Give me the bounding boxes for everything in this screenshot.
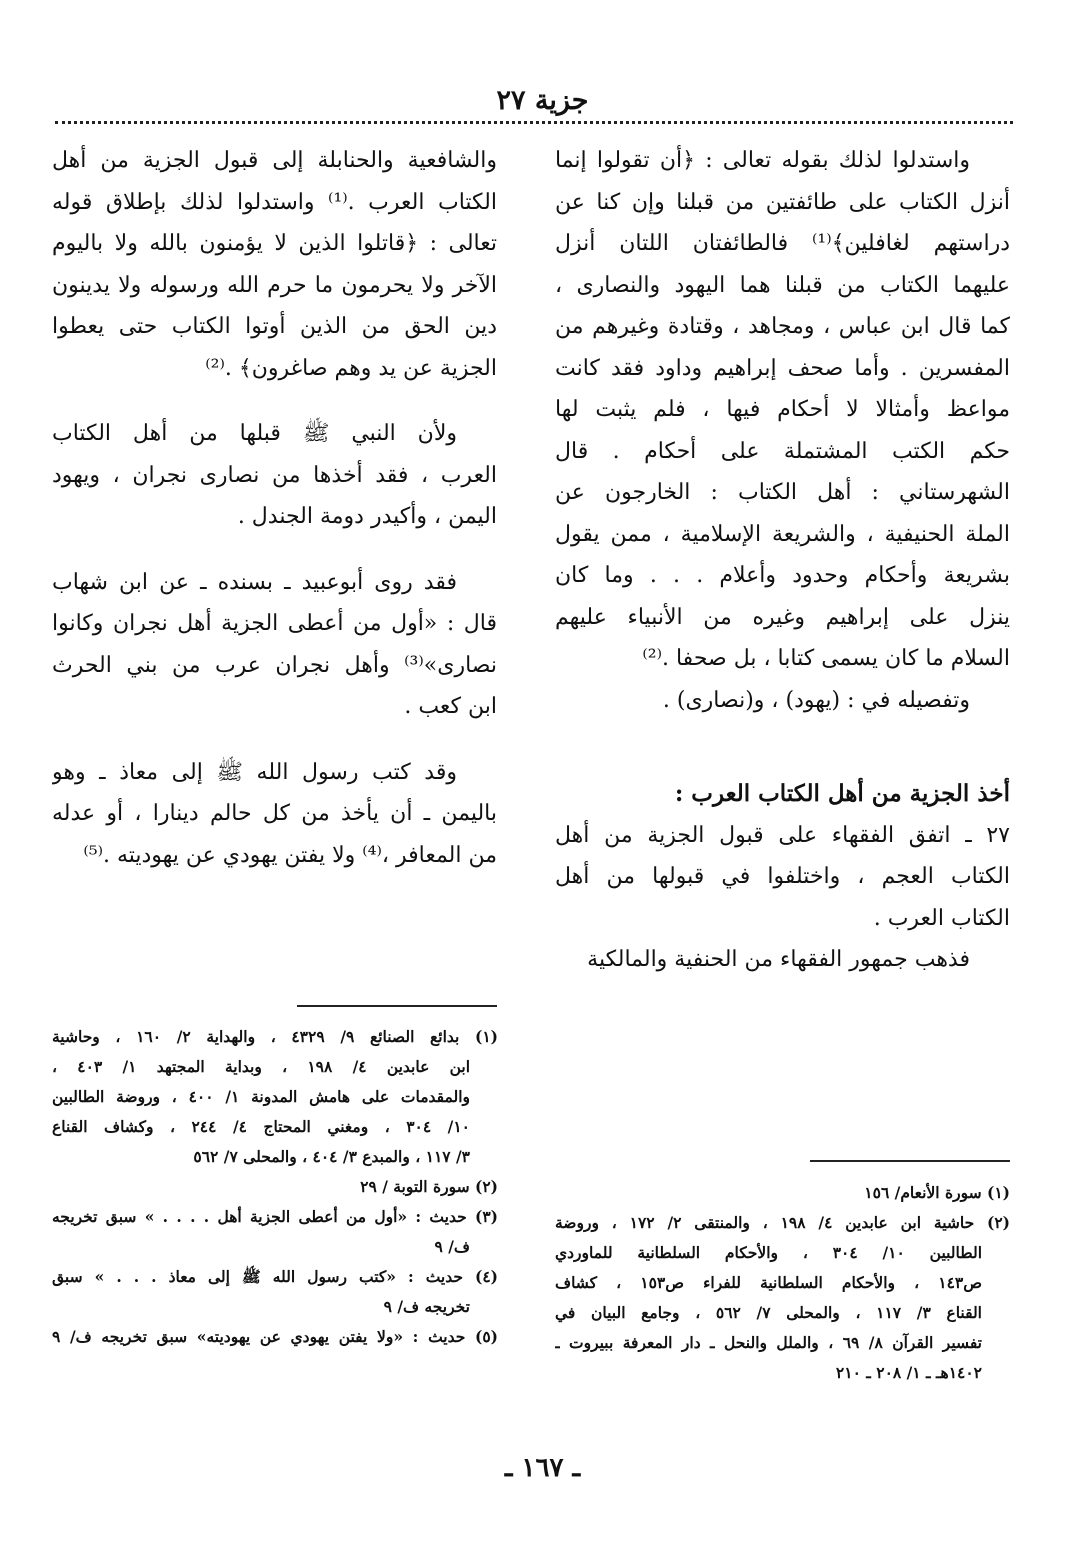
text-line: بشريعة وأحكام وحدود وأعلام . . . وما كان (555, 563, 1010, 588)
text-line: نصارى»⁽³⁾ وأهل نجران عرب من بني الحرث (52, 652, 497, 678)
text-line: الجزية عن يد وهم صاغرون﴾ .⁽²⁾ (205, 355, 497, 381)
running-title: جزية ٢٧ (496, 85, 589, 116)
paragraph (555, 140, 1010, 680)
footnote-line: الطالبين ١٠/ ٣٠٤ ، والأحكام السلطانية للماوردي (555, 1243, 982, 1262)
footnote-rule (810, 1160, 1010, 1162)
footnote-line: (٣) حديث : «أول من أعطى الجزية أهل . . . . » سبق تخريجه (52, 1207, 498, 1226)
text-line: ٢٧ ـ اتفق الفقهاء على قبول الجزية من أهل (555, 822, 1010, 848)
footnote-line: (٤) حديث : «كتب رسول الله ﷺ إلى معاذ . . . » سبق (52, 1267, 498, 1286)
text-line: تعالى : ﴿قاتلوا الذين لا يؤمنون بالله ولا باليوم (52, 231, 497, 256)
text-line: السلام ما كان يسمى كتابا ، بل صحفا .⁽²⁾ (642, 646, 1010, 671)
footnote-line: ١٠/ ٣٠٤ ، ومغني المحتاج ٤/ ٢٤٤ ، وكشاف القناع (52, 1117, 470, 1136)
text-line: وقد كتب رسول الله ﷺ إلى معاذ ـ وهو (52, 759, 457, 785)
footnote-line: ٣/ ١١٧ ، والمبدع ٣/ ٤٠٤ ، والمحلى ٧/ ٥٦٢ (193, 1147, 470, 1166)
spacer (52, 728, 497, 752)
footnote (52, 1202, 498, 1262)
text-line: كما قال ابن عباس ، ومجاهد ، وقتادة وغيرهم من (555, 314, 1010, 339)
text-line: فذهب جمهور الفقهاء من الحنفية والمالكية (587, 947, 970, 972)
paragraph (52, 413, 497, 538)
text-line: واستدلوا لذلك بقوله تعالى : ﴿أن تقولوا إنما (555, 148, 970, 173)
text-line: أنزل الكتاب على طائفتين من قبلنا وإن كنا عن (555, 189, 1010, 215)
text-line: ينزل على إبراهيم وغيره من الأنبياء عليهم (555, 604, 1010, 630)
footnote (52, 1322, 498, 1352)
paragraph (52, 140, 497, 389)
text-line: العرب ، فقد أخذها من نصارى نجران ، ويهود (52, 462, 497, 488)
section-heading: أخذ الجزية من أهل الكتاب العرب : (674, 780, 1010, 807)
left-column (52, 140, 497, 876)
footnote-line: (١) سورة الأنعام/ ١٥٦ (864, 1183, 1010, 1202)
text-line: الآخر ولا يحرمون ما حرم الله ورسوله ولا يدينون (52, 272, 497, 298)
text-line: المفسرين . وأما صحف إبراهيم وداود فقد كانت (555, 355, 1010, 381)
text-line: مواعظ وأمثالا لا أحكام فيها ، فلم يثبت لها (555, 397, 1010, 422)
text-line: حكم الكتب المشتملة على أحكام . قال (555, 438, 1010, 464)
paragraph (52, 562, 497, 728)
footnote-line: القناع ٣/ ١١٧ ، والمحلى ٧/ ٥٦٢ ، وجامع البيان في (555, 1303, 982, 1322)
text-line: الكتاب العرب . (873, 905, 1010, 931)
text-line: الملة الحنيفية ، والشريعة الإسلامية ، ممن يقول (555, 521, 1010, 547)
text-line: ولأن النبي ﷺ قبلها من أهل الكتاب (52, 421, 457, 446)
text-line: من المعافر ،⁽⁴⁾ ولا يفتن يهودي عن يهوديته .⁽⁵⁾ (83, 842, 497, 868)
footnote-line: (٥) حديث : «ولا يفتن يهودي عن يهوديته» سبق تخريجه ف/ ٩ (52, 1327, 498, 1346)
paragraph (52, 752, 497, 877)
footnote (555, 1208, 1010, 1388)
spacer (52, 389, 497, 413)
text-line: دراستهم لغافلين﴾⁽¹⁾ فالطائفتان اللتان أنزل (555, 231, 1010, 256)
footnotes-right (555, 1178, 1010, 1388)
footnote-line: (٢) سورة التوبة / ٢٩ (360, 1177, 498, 1196)
footnote-line: (١) بدائع الصنائع ٩/ ٤٣٢٩ ، والهداية ٢/ ١٦٠ ، وحاشية (52, 1027, 498, 1046)
text-line: الشهرستاني : أهل الكتاب : الخارجون عن (555, 480, 1010, 505)
text-line: والشافعية والحنابلة إلى قبول الجزية من أهل (52, 148, 497, 173)
footnote-line: والمقدمات على هامش المدونة ١/ ٤٠٠ ، وروضة الطالبين (52, 1087, 470, 1106)
text-line: باليمن ـ أن يأخذ من كل حالم دينارا ، أو عدله (52, 801, 497, 826)
paragraph (555, 815, 1010, 940)
footnote-line: تفسير القرآن ٨/ ٦٩ ، والملل والنحل ـ دار المعرفة ببيروت ـ (555, 1333, 982, 1352)
text-line: فقد روى أبوعبيد ـ بسنده ـ عن ابن شهاب (52, 569, 457, 595)
footnote-line: ١٤٠٢هـ ـ ١/ ٢٠٨ ـ ٢١٠ (835, 1363, 982, 1382)
footnote-line: ف/ ٩ (434, 1237, 470, 1256)
footnote-line: تخريجه ف/ ٩ (383, 1297, 470, 1316)
text-line: قال : «أول من أعطى الجزية أهل نجران وكانوا (52, 611, 497, 636)
text-line: ابن كعب . (404, 694, 497, 719)
text-line: دين الحق من الذين أوتوا الكتاب حتى يعطوا (52, 314, 497, 339)
text-line: الكتاب العجم ، واختلفوا في قبولها من أهل (555, 864, 1010, 889)
header-dotted-rule (55, 121, 1013, 124)
text-line: عليهما الكتاب من قبلنا هما اليهود والنصارى ، (555, 272, 1010, 298)
page-number: ـ ١٦٧ ـ (504, 1453, 581, 1483)
footnote (555, 1178, 1010, 1208)
text-line: اليمن ، وأكيدر دومة الجندل . (237, 504, 497, 529)
text-line: وتفصيله في : (يهود) ، و(نصارى) . (662, 687, 970, 713)
text-line: الكتاب العرب .⁽¹⁾ واستدلوا لذلك بإطلاق قوله (52, 189, 497, 215)
footnote-line: ابن عابدين ٤/ ١٩٨ ، وبداية المجتهد ١/ ٤٠٣ ، (52, 1057, 471, 1076)
footnotes-left (52, 1022, 498, 1352)
right-column (555, 140, 1010, 981)
footnote (52, 1022, 498, 1172)
footnote-line: ص١٤٣ ، والأحكام السلطانية للفراء ص١٥٣ ، كشاف (555, 1273, 982, 1292)
footnote-rule (297, 1005, 497, 1007)
footnote (52, 1172, 498, 1202)
spacer (52, 538, 497, 562)
footnote-line: (٢) حاشية ابن عابدين ٤/ ١٩٨ ، والمنتقى ٢/ ١٧٢ ، وروضة (555, 1213, 1010, 1232)
spacer (555, 721, 1010, 773)
footnote (52, 1262, 498, 1322)
